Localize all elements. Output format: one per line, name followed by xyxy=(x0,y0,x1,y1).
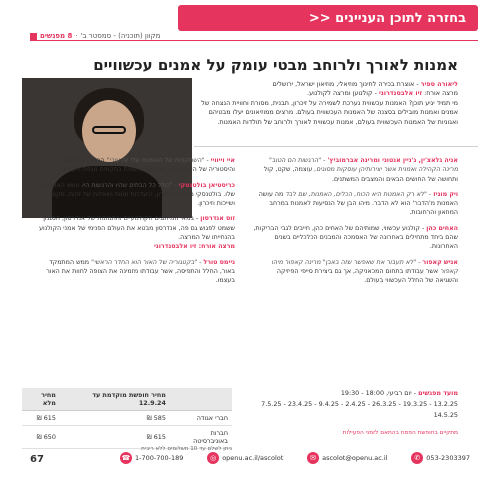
lecture-artist: ויק מוניז xyxy=(433,190,458,198)
lecture-body: עוצמה, שקט, קול ותחושה של החושים הבאים והמצבים המשתנים. xyxy=(263,166,458,183)
phone-2-link[interactable] xyxy=(411,452,470,464)
table-header xyxy=(170,388,232,411)
footer-contacts xyxy=(120,452,470,464)
phone-1-text: 1-700-700-189 xyxy=(135,454,184,462)
meetings-count: 8 מפגשים xyxy=(40,32,73,40)
lecture-quote: - "הרגשות הם הטוב" מרינה הקהילה ואמנית אשר יצירותיהן עוסקות מסוגים, xyxy=(268,157,458,174)
back-to-toc-label: בחזרה לתוכן העניינים << xyxy=(308,10,466,26)
web-text: openu.ac.il/ascolot xyxy=(222,454,284,462)
intro-lecturer-bio: - אוצרת בכירה לחינוך מוזיאלי, מוזיאון ישראל, ירושלים xyxy=(272,80,421,88)
lecture-quote: - "בקטגוריה של האור הוא החדר הראשי" xyxy=(91,258,204,266)
table-cell: 585 ₪ xyxy=(60,411,170,426)
article-intro xyxy=(193,80,458,127)
left-coord: מרצה אורח: זיו אלבסנדרוני xyxy=(153,243,235,251)
schedule-dates: 13.2.25 - 19.3.25 - 26.3.25 - 2.4.25 - 9.4.25 - 23.4.25 - 7.5.25 xyxy=(261,400,458,408)
left-column xyxy=(39,156,235,292)
phone-1-link[interactable] xyxy=(120,452,183,464)
schedule-footnote: מתקיים בחופשת הפסח בהתאם לזמני הפעילות xyxy=(342,430,458,436)
schedule-block xyxy=(253,388,458,421)
lecture-artist: אניה גלאצ'ין, ג'ניין אנטוני ומרינה אברמוביץ' xyxy=(327,157,458,164)
table-cell: חברות באוניברסיטה xyxy=(170,426,232,449)
table-cell: 615 ₪ xyxy=(60,426,170,449)
mid-rule xyxy=(194,146,478,147)
photo-glasses-shape xyxy=(92,126,126,134)
table-header-row xyxy=(22,388,232,411)
lecture-quote: - "לא רק האמנות היא הכוח, הכלים, האמנות, שם לבד xyxy=(285,190,434,198)
lecture-body: מה עושה האמנות מ'הדבר' הוא לא הדבר. מיהו הבן של הנסיעות לאמנות במרחב המוזאון והרחובות. xyxy=(258,190,458,217)
table-cell: 615 ₪ xyxy=(22,411,60,426)
lecture-body: שהם ביחד מתחילים באחרונה של האסמכה והמבנים הכלכליים בשנים האחרונות. xyxy=(274,234,458,251)
lecture-quote: - "לא תעבור את שאפשר שזה באבן" מרינה קאפור מיהו קאפור xyxy=(271,258,458,275)
table-header: מחיר חופשת מוקדמת עד 12.9.24 xyxy=(60,388,170,411)
intro-coord-label: מרצה אורח: xyxy=(422,89,458,98)
page-number: 67 xyxy=(30,454,44,465)
schedule-extra-date: 14.5.25 xyxy=(433,411,458,419)
lecture-item xyxy=(39,156,235,175)
meta-separator: · xyxy=(75,32,78,40)
web-link[interactable] xyxy=(207,452,283,464)
lecture-artist: גיימס טורל xyxy=(203,258,235,266)
table-cell: חברי אגודה xyxy=(170,411,232,426)
schedule-label: מועד מפגשים xyxy=(418,389,458,397)
lecture-item xyxy=(253,190,458,218)
table-cell: 650 ₪ xyxy=(22,426,60,449)
whatsapp-icon: ✆ xyxy=(411,452,423,464)
lecture-quote: - "כולל כל הבתים שהיו והרגשות היו xyxy=(81,181,179,189)
table-row xyxy=(22,411,232,426)
intro-body: מי תמיד יגיע תוכן? האמנות עכשווית נערכת לשמירה על זיכרון, תבנית, מסורת וחוויית הנצחה של אמנים ואמנות מובילים בסצנה של האמנות העכשווית בעולם. מרצים ממוזיאונים יעלו מבטיהם ואגוניות של האמנות העכשווית בעולם, אמנות עכשווית לאורך ולרוחב של תולדות האמנות. xyxy=(201,98,458,126)
email-link[interactable] xyxy=(307,452,387,464)
mail-icon: ✉ xyxy=(307,452,319,464)
lecture-item xyxy=(39,181,235,209)
lecture-body: ממש המתמקד באור, החלל והתפיסה, אשר עבודתו מזמינה את הצופה לחוות את האור בעצמו. xyxy=(46,258,235,285)
right-column xyxy=(253,156,458,292)
article-title: אמנות לאורך ולרוחב מבטי עומק על אמנים עכשוויים xyxy=(93,56,458,74)
lecture-item xyxy=(39,258,235,286)
catalog-label: מקוון (תוכניה) - סמסטר ב' xyxy=(80,32,161,40)
lecture-quote: - "השתקפות של האמנות שלי זה עירי" xyxy=(106,157,211,164)
lecture-artist: אניש קאפור xyxy=(422,258,458,266)
lecture-artist: כריסטיאן בולטנסקי xyxy=(178,181,235,189)
lecture-item xyxy=(39,214,235,251)
lecture-artist: האחים כהן xyxy=(426,224,458,232)
intro-coord-rest: - קולנוען ומרצה לקולנוע. xyxy=(307,89,379,98)
top-rule xyxy=(30,40,478,41)
back-to-toc-button[interactable] xyxy=(178,5,478,31)
lecture-quote: - במאי המיתוגים הקולנועיים והתמונות של אנדרסון, xyxy=(61,215,201,223)
lecture-quote: - קולנוע עכשווי, שמותיהם של האחים כהן, חייבים לגבי הבריקות, xyxy=(253,224,427,232)
lecture-item xyxy=(253,224,458,252)
lecture-artist: זוס אנדרסון xyxy=(200,215,235,223)
table-header: מחיר מלא xyxy=(22,388,60,411)
course-meta xyxy=(30,32,210,40)
intro-lecturer-name: ליאורה ספיר xyxy=(420,80,458,88)
email-text: ascolot@openu.ac.il xyxy=(322,454,388,462)
red-square-icon xyxy=(30,33,37,40)
price-table xyxy=(22,388,232,449)
phone-2-text: 053-2303397 xyxy=(426,454,470,462)
lecture-body: אשר עבודתו בתחום המכאניקה, אך גם ביצירת סייפי הפיזיקה והשגיאה של החלל העכשווי בעולם. xyxy=(276,267,458,285)
lecture-body: הגירה, פליטות והיסטוריה של העם הסיני, ואמנות עכשווית בתקופת מגפת הקורונה. xyxy=(56,157,235,174)
globe-icon: ◎ xyxy=(207,452,219,464)
lecture-item xyxy=(253,258,458,286)
lecture-item xyxy=(253,156,458,184)
intro-coord-name: זיו אלבסנדרוני xyxy=(378,89,423,98)
price-note: ניתן לשלם עד 10 תשלומים ללא ריבית xyxy=(141,446,232,452)
lecture-body: הסגנון ששמט לפגוש גם פה, אנדרסון מבטא את העולם הפנימי של אמני הקולנוע בהנחייתו של המרצה. xyxy=(39,215,235,242)
schedule-time: - יום רביעי, 18:00 - 19:30 xyxy=(340,389,419,397)
lecture-body: נושא האמנות שלו. בולטנסקי מתרכז בזיכרון, היעדרות ומוות ושאלות של זהות, מקום ושייכות וזיכרון. xyxy=(43,181,235,208)
phone-icon: ☎ xyxy=(121,454,131,462)
lecture-artist: איי וייוויי xyxy=(210,157,235,164)
